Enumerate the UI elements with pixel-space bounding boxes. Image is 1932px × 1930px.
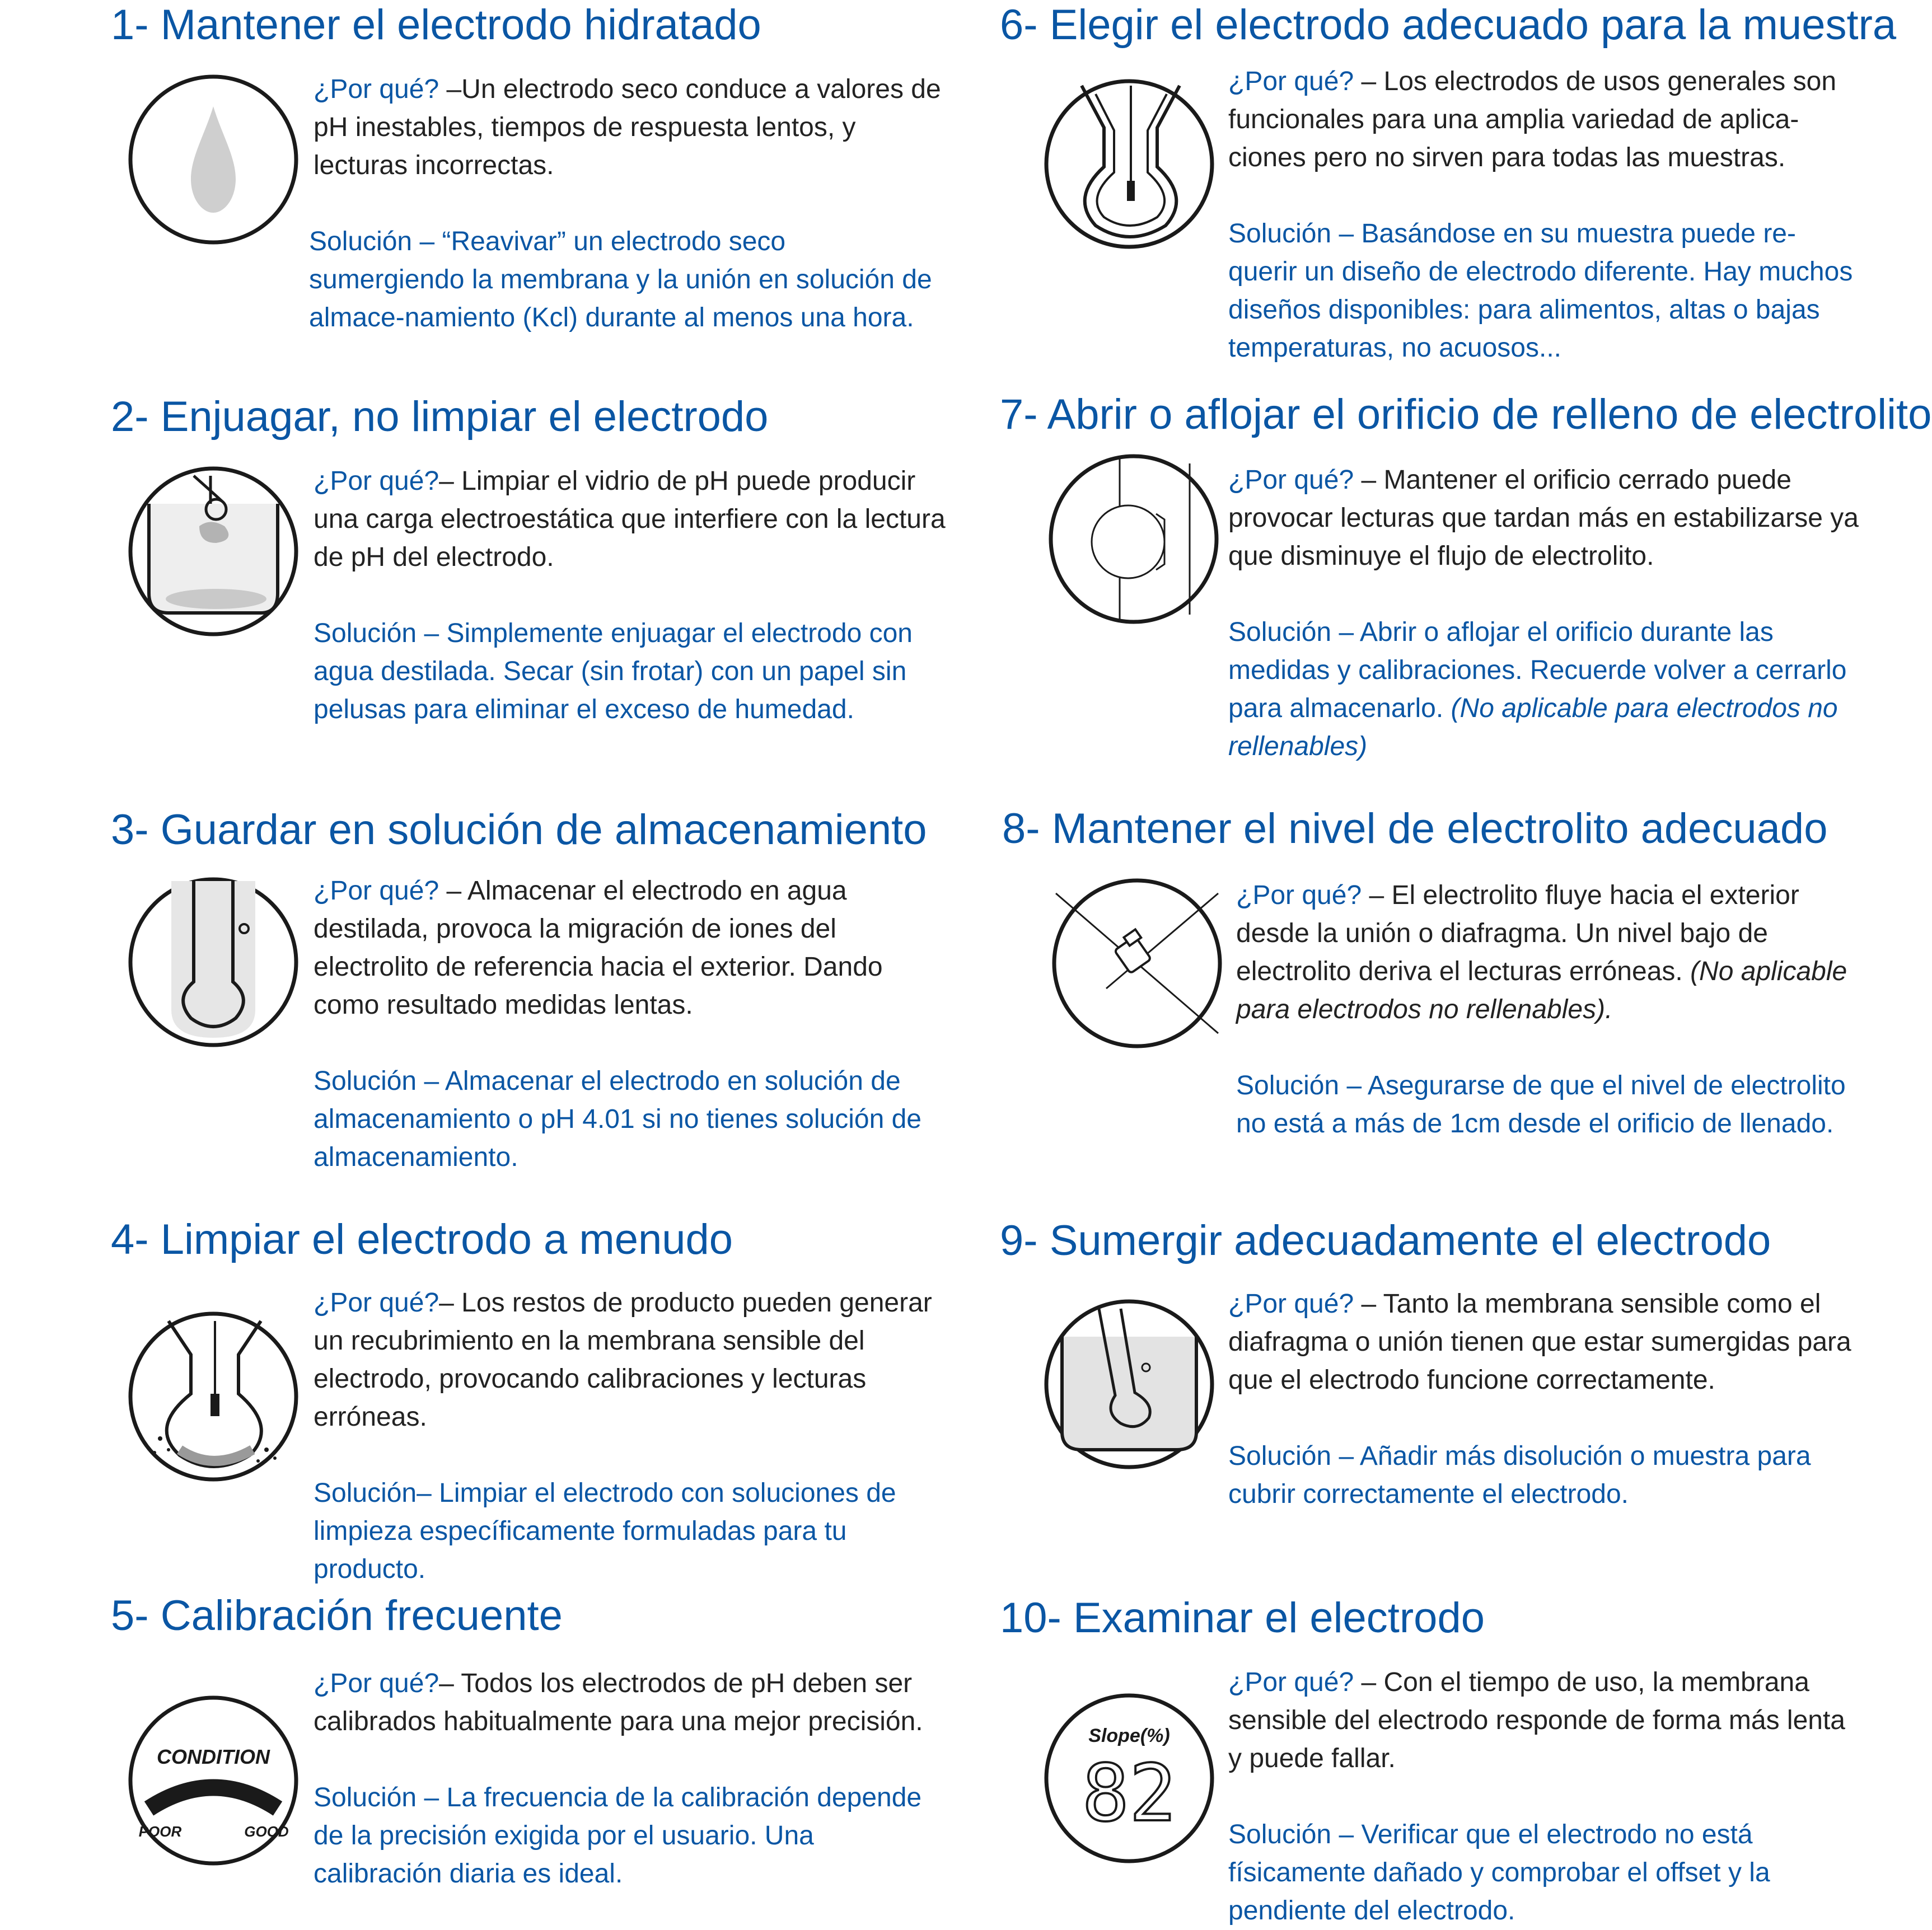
- solution-text: Solución – “Reavivar” un electrodo seco sumergiendo la membrana y la unión en solución de almace-namiento (Kcl) durante al menos una hora.: [309, 227, 932, 332]
- why-label: ¿Por qué?: [1228, 465, 1354, 495]
- why-paragraph: [314, 462, 946, 577]
- solution-paragraph: [1228, 613, 1861, 766]
- tip-title: 3- Guardar en solución de almacenamiento: [111, 806, 927, 854]
- why-paragraph: [1228, 63, 1861, 177]
- tip-title: 1- Mantener el electrodo hidratado: [111, 1, 761, 49]
- why-paragraph: [1228, 1664, 1861, 1778]
- tip-body: [1228, 1285, 1861, 1514]
- tip-title: 6- Elegir el electrodo adecuado para la muestra: [1000, 1, 1897, 49]
- tip-4: [111, 1215, 984, 1584]
- tip-body: [309, 71, 946, 337]
- solution-note: (No aplicable para electrodos no rellenables): [1228, 694, 1838, 761]
- tip-title: 5- Calibración frecuente: [111, 1592, 563, 1639]
- why-text: – Los electrodos de usos generales son funcionales para una amplia variedad de aplica-ciones pero no sirven para todas las muestras.: [1228, 67, 1837, 172]
- tip-body: [314, 1284, 946, 1589]
- solution-text: Solución – La frecuencia de la calibración depende de la precisión exigida por el usuario. Una calibración diaria es ideal.: [314, 1783, 922, 1889]
- tip-1: [111, 0, 984, 358]
- why-text: – Limpiar el vidrio de pH puede producir una carga electroestática que interfiere con la lectura de pH del electrodo.: [314, 466, 946, 572]
- electrode-bulb-icon: [1042, 77, 1216, 251]
- why-text: – Tanto la membrana sensible como el diafragma o unión tienen que estar sumergidas para que el electrodo funcione correctamente.: [1228, 1289, 1851, 1395]
- tip-2: [111, 392, 984, 750]
- storage-electrode-icon: [127, 875, 300, 1049]
- solution-text: Solución – Asegurarse de que el nivel de electrolito no está a más de 1cm desde el orificio de llenado.: [1236, 1071, 1846, 1139]
- immersed-electrode-icon: [1042, 1297, 1216, 1471]
- fill-hole-cap-icon: [1047, 452, 1220, 626]
- gauge-label: CONDITION: [157, 1745, 270, 1768]
- tip-body: [1228, 1664, 1861, 1930]
- why-paragraph: [1228, 461, 1861, 575]
- tip-title: 2- Enjuagar, no limpiar el electrodo: [111, 393, 769, 441]
- why-label: ¿Por qué?: [314, 74, 439, 104]
- why-label: ¿Por qué?: [1228, 1667, 1354, 1697]
- tip-body: [314, 462, 946, 729]
- gauge-low-label: POOR: [138, 1823, 182, 1840]
- solution-text: Solución – Basándose en su muestra puede re-querir un diseño de electrodo diferente. Hay muchos diseños disponibles: para alimentos, altas o bajas temperaturas, no acuosos...: [1228, 219, 1853, 363]
- tip-body: [1228, 461, 1861, 766]
- tip-body: [1236, 877, 1869, 1143]
- why-label: ¿Por qué?: [1228, 67, 1354, 96]
- why-note: (No aplicable para electrodos no rellenables).: [1236, 957, 1847, 1024]
- water-drop-icon: [127, 73, 300, 246]
- tip-3: [111, 805, 984, 1172]
- dirty-electrode-icon: [127, 1310, 300, 1483]
- why-paragraph: [1236, 877, 1869, 1029]
- tip-5: [111, 1591, 984, 1923]
- why-label: ¿Por qué?: [314, 466, 439, 496]
- tip-title: 7- Abrir o aflojar el orificio de relleno de electrolito: [1000, 391, 1932, 438]
- tip-title: 4- Limpiar el electrodo a menudo: [111, 1216, 733, 1263]
- why-paragraph: [314, 1665, 946, 1741]
- why-label: ¿Por qué?: [1228, 1289, 1354, 1319]
- tip-title: 9- Sumergir adecuadamente el electrodo: [1000, 1217, 1771, 1264]
- why-label: ¿Por qué?: [314, 1669, 439, 1698]
- tip-8: [1000, 804, 1873, 1162]
- electrolite-level-icon: [1050, 877, 1224, 1050]
- condition-gauge-icon: [127, 1694, 300, 1867]
- why-paragraph: [314, 71, 946, 185]
- tip-title: 8- Mantener el nivel de electrolito adecuado: [1002, 805, 1828, 852]
- slope-label: Slope(%): [1088, 1725, 1170, 1746]
- solution-text: Solución – Almacenar el electrodo en solución de almacenamiento o pH 4.01 si no tienes solución de almacenamiento.: [314, 1066, 921, 1172]
- why-text: – Almacenar el electrodo en agua destilada, provoca la migración de iones del electrolito de referencia hacia el exterior. Dando como resultado medidas lentas.: [314, 876, 883, 1020]
- why-paragraph: [1228, 1285, 1861, 1399]
- why-text: – Todos los electrodos de pH deben ser calibrados habitualmente para una mejor precisión.: [314, 1669, 923, 1736]
- tip-body: [314, 872, 946, 1177]
- tip-10: [1000, 1593, 1873, 1926]
- solution-text: Solución – Simplemente enjuagar el electrodo con agua destilada. Secar (sin frotar) con un papel sin pelusas para eliminar el exceso de humedad.: [314, 619, 913, 724]
- solution-text: Solución – Verificar que el electrodo no está físicamente dañado y comprobar el offset y la pendiente del electrodo.: [1228, 1820, 1770, 1926]
- why-label: ¿Por qué?: [314, 1288, 439, 1318]
- why-text: – El electrolito fluye hacia el exterior desde la unión o diafragma. Un nivel bajo de electrolito deriva el lecturas erróneas.: [1236, 880, 1799, 986]
- solution-text: Solución – Abrir o aflojar el orificio durante las medidas y calibraciones. Recuerde volver a cerrarlo para almacenarlo.: [1228, 617, 1847, 723]
- why-text: –Un electrodo seco conduce a valores de pH inestables, tiempos de respuesta lentos, y lecturas incorrectas.: [314, 74, 941, 180]
- tip-body: [1228, 63, 1861, 367]
- why-text: – Mantener el orificio cerrado puede provocar lecturas que tardan más en estabilizarse ya que disminuye el flujo de electrolito.: [1228, 465, 1859, 571]
- why-paragraph: [314, 1284, 946, 1436]
- tip-body: [314, 1665, 946, 1893]
- why-label: ¿Por qué?: [314, 876, 439, 906]
- tip-title: 10- Examinar el electrodo: [1000, 1594, 1485, 1642]
- why-text: – Con el tiempo de uso, la membrana sensible del electrodo responde de forma más lenta y puede fallar.: [1228, 1667, 1845, 1773]
- rinse-beaker-icon: [127, 465, 300, 638]
- solution-text: Solución– Limpiar el electrodo con soluciones de limpieza específicamente formuladas para tu producto.: [314, 1478, 896, 1584]
- tip-7: [1000, 390, 1932, 770]
- tip-9: [1000, 1216, 1873, 1574]
- why-text: – Los restos de producto pueden generar un recubrimiento en la membrana sensible del electrodo, provocando calibraciones y lecturas erróneas.: [314, 1288, 932, 1432]
- slope-value: 82: [1082, 1748, 1177, 1839]
- solution-text: Solución – Añadir más disolución o muestra para cubrir correctamente el electrodo.: [1228, 1441, 1811, 1509]
- tip-6: [1000, 0, 1897, 363]
- why-paragraph: [314, 872, 946, 1024]
- gauge-high-label: GOOD: [244, 1823, 289, 1840]
- slope-display-icon: [1042, 1692, 1216, 1865]
- why-label: ¿Por qué?: [1236, 880, 1362, 910]
